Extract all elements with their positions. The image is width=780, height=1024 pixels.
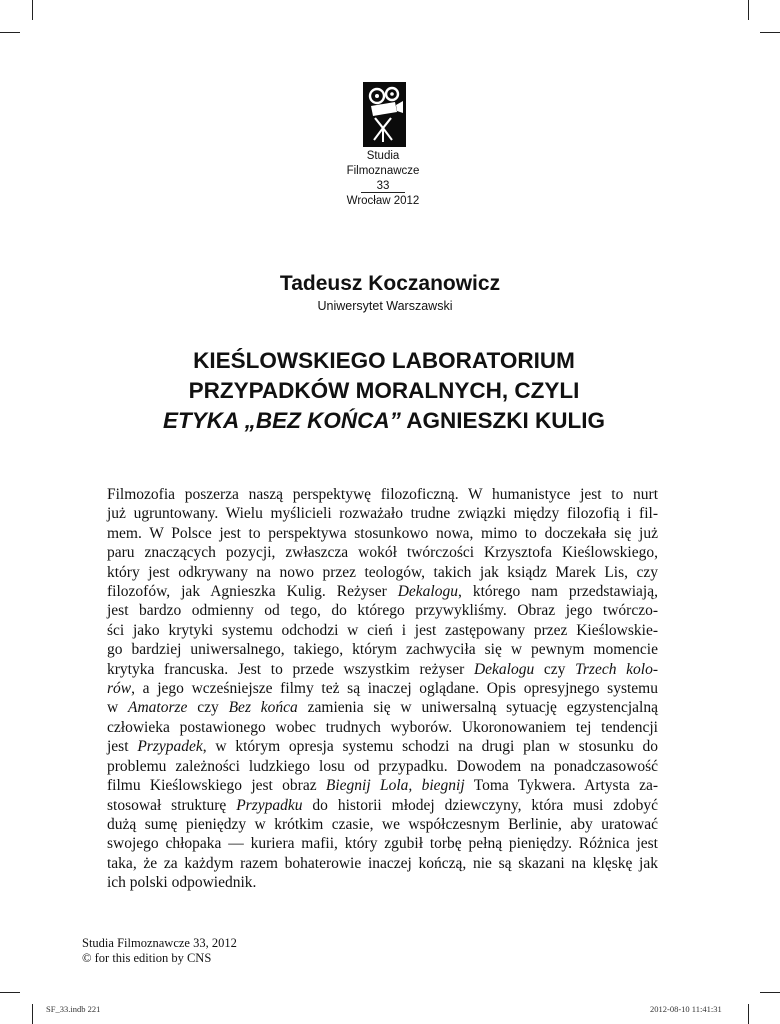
crop-mark-top-left-vertical [32,0,33,20]
body-italic-segment: Przypadku [236,796,303,814]
body-segment: człowieka postawionego wobec trudnych wyborów. Ukoronowaniem tej tendencji [107,718,658,736]
crop-mark-bottom-left-horizontal [0,992,20,993]
body-italic-segment: Dekalogu [473,660,535,678]
slug-left: SF_33.indb 221 [46,1004,101,1014]
body-line [107,543,658,562]
crop-mark-bottom-right-horizontal [760,992,780,993]
body-line [107,504,658,523]
crop-mark-top-left-horizontal [0,32,20,33]
slug-right: 2012-08-10 11:41:31 [650,1004,722,1014]
body-italic-segment: Przypadek [137,738,203,756]
author-affiliation: Uniwersytet Warszawski [317,299,453,313]
body-line [107,757,658,776]
body-segment: w [107,699,129,717]
body-line [107,718,658,737]
body-line [107,737,658,756]
body-line [107,621,658,640]
body-line [107,698,658,717]
body-italic-segment: Bez końca [228,699,298,717]
crop-mark-top-right-horizontal [760,32,780,33]
body-segment: filmu Kieślowskiego jest obraz [107,777,326,795]
film-camera-logo-icon [363,82,406,147]
body-line [107,815,658,834]
footer-copyright: © for this edition by CNS [82,951,212,965]
body-segment: filozofów, jak Agnieszka Kulig. Reżyser [107,583,398,601]
article-body [107,485,658,893]
body-segment: czy [534,660,576,678]
crop-mark-bottom-left-vertical [32,1004,33,1024]
footer-citation: Studia Filmoznawcze 33, 2012 [82,936,237,950]
body-segment: już ugruntowany. Wielu myślicieli rozważało trudne związki między filozofią i fil- [107,505,658,523]
body-segment: do historii młodej dziewczyny, która musi zdobyć [302,796,658,814]
journal-volume: 33 [376,180,390,192]
body-italic-segment: Biegnij Lola, biegnij [325,777,465,795]
body-segment: paru znaczących pozycji, zwłaszcza wokół twórczości Krzysztofa Kieślowskiego, [107,544,658,562]
body-line [107,776,658,795]
body-segment: taka, że za każdym razem bohaterowie inaczej kończą, nie są skazani na klęskę jak [107,854,658,872]
body-segment: czy [187,699,229,717]
article-title-italic-part: ETYKA „BEZ KOŃCA” [162,408,401,433]
body-segment: jest [107,738,138,756]
journal-name-line2: Filmoznawcze [346,165,420,177]
body-line [107,834,658,853]
body-segment: , w którym opresja systemu schodzi na drugi plan w stosunku do [202,738,658,756]
body-segment: problemu zależności ludzkiego losu od przypadku. Dowodem na ponadczasowość [107,757,658,775]
body-segment: zamienia się w uniwersalną sytuację egzystencjalną [297,699,658,717]
body-segment: swojego chłopaka — kuriera mafii, który zgubił torbę pełną pieniędzy. Różnica jest [107,835,658,853]
article-title-line2: PRZYPADKÓW MORALNYCH, CZYLI [188,378,580,403]
body-segment: , a jego wcześniejsze filmy też są inaczej oglądane. Opis opresyjnego systemu [131,680,658,698]
body-line [107,679,658,698]
body-line [107,854,658,873]
journal-name-line1: Studia [366,150,400,162]
body-segment: Toma Tykwera. Artysta za- [464,777,658,795]
volume-rule [361,192,405,193]
body-italic-segment: rów [107,680,132,698]
body-italic-segment: Amatorze [128,699,188,717]
body-italic-segment: Trzech kolo- [575,660,659,678]
body-line [107,582,658,601]
body-segment: Filmozofia poszerza naszą perspektywę filozoficzną. W humanistyce jest to nurt [107,486,658,503]
article-title-line3 [60,406,708,436]
journal-place-year: Wrocław 2012 [346,195,420,207]
body-segment: mem. W Polsce jest to perspektywa stosunkowo nowa, mimo to doczekała się już [107,524,658,542]
body-segment: krytyka francuska. Jest to przede wszystkim reżyser [107,660,474,678]
body-line [107,640,658,659]
article-title-rest: AGNIESZKI KULIG [400,408,606,433]
body-segment: ich polski odpowiednik. [107,874,257,892]
body-line [107,485,658,504]
crop-mark-top-right-vertical [748,0,749,20]
body-segment: który jest odkrywany na nowo przez teologów, takich jak ksiądz Marek Lis, czy [107,563,658,581]
body-line [107,873,658,892]
body-segment: , którego nam przedstawiają, [458,583,658,601]
body-line [107,601,658,620]
body-line [107,660,658,679]
body-segment: go bardziej uniwersalnego, takiego, którym zachwyciła się w pewnym momencie [107,641,658,659]
body-segment: stosował strukturę [107,796,237,814]
body-italic-segment: Dekalogu [397,583,458,601]
body-segment: jest bardzo odmienny od tego, do którego przywykliśmy. Obraz jego twórczo- [107,602,658,620]
body-line [107,796,658,815]
body-line [107,563,658,582]
crop-mark-bottom-right-vertical [748,1004,749,1024]
body-line [107,524,658,543]
body-segment: ści jako krytyki systemu odchodzi w cień i jest zastępowany przez Kieślowskie- [107,621,658,639]
author-name: Tadeusz Koczanowicz [279,272,501,295]
article-title-line1: KIEŚLOWSKIEGO LABORATORIUM [193,348,575,373]
body-segment: dużą sumę pieniędzy w krótkim czasie, we współczesnym Berlinie, aby uratować [107,815,658,833]
